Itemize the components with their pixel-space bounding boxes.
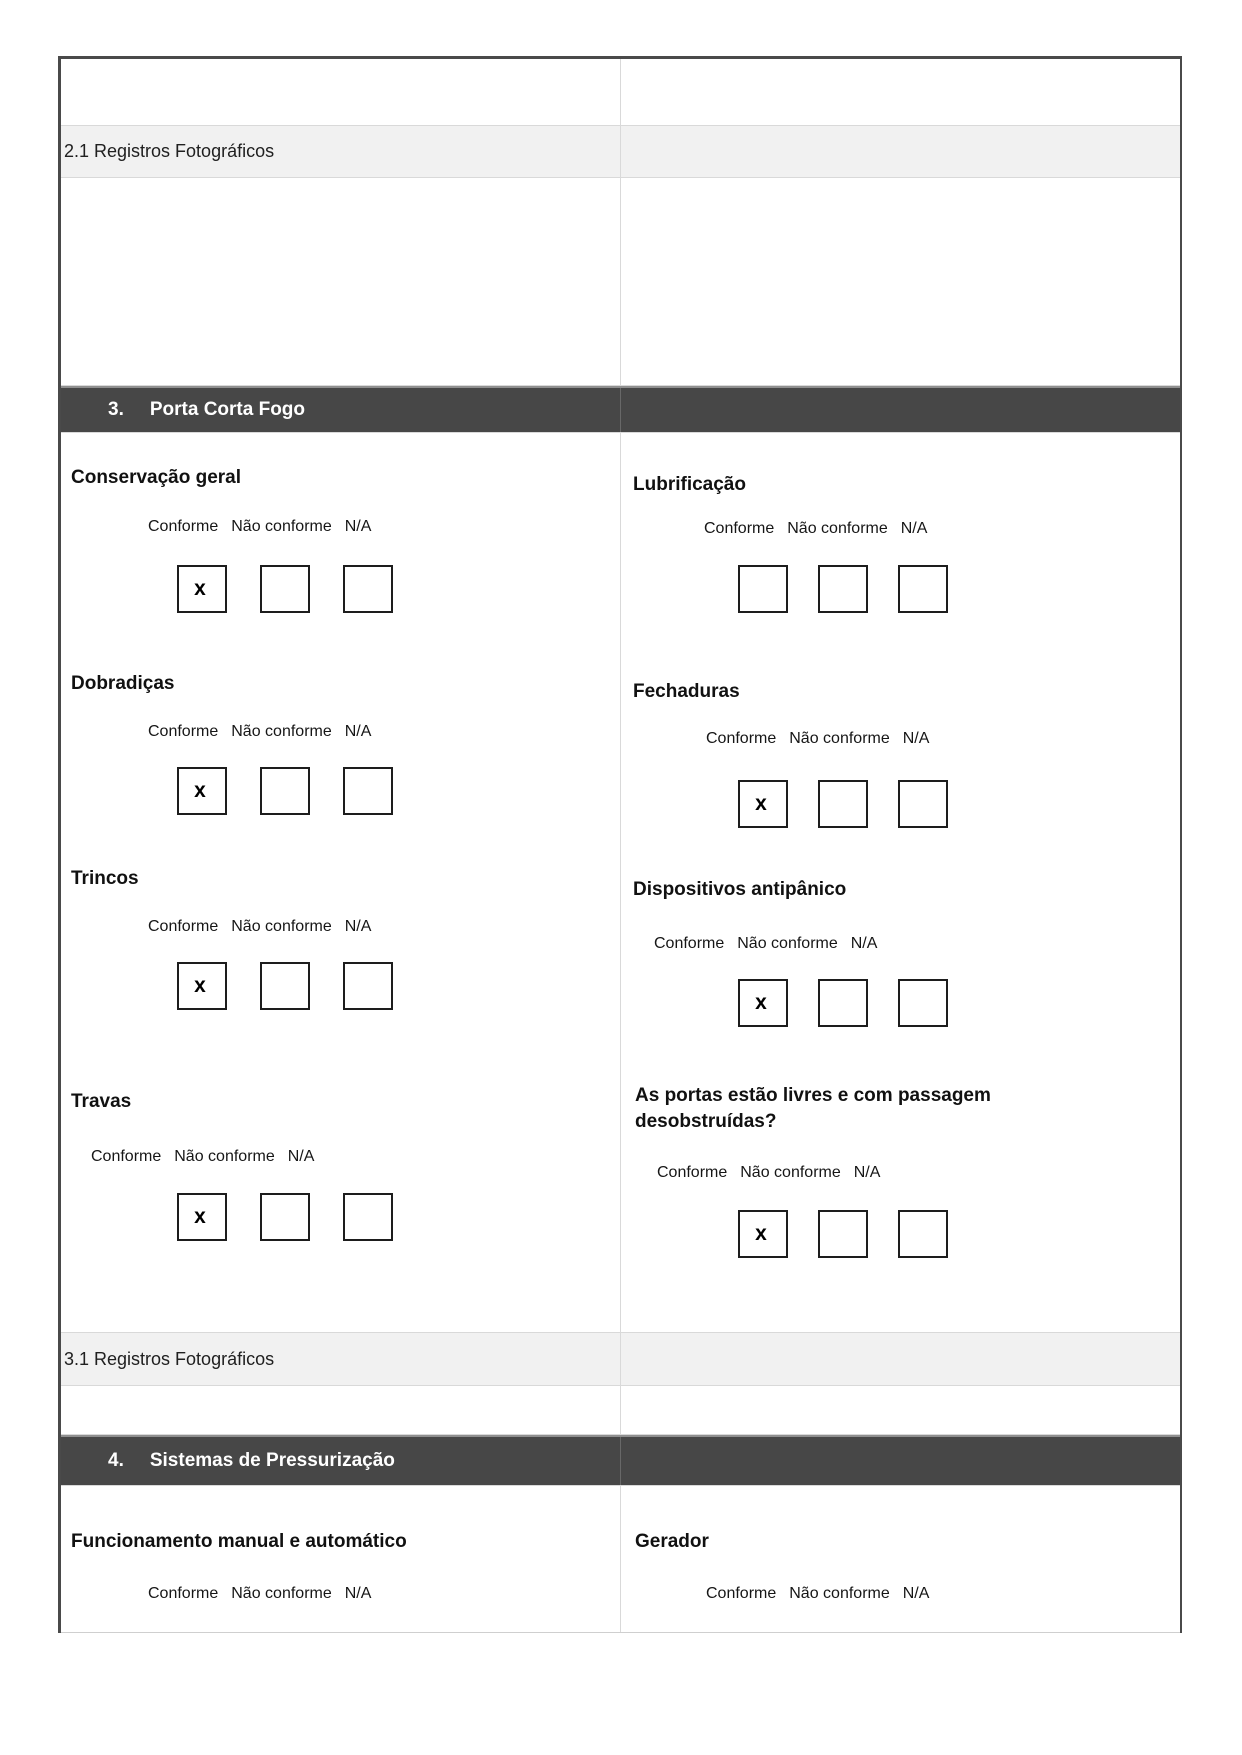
checkbox-n-a-travas[interactable]: [343, 1193, 393, 1241]
subheader-2-1-label: 2.1 Registros Fotográficos: [64, 141, 275, 161]
checkbox-row: [177, 962, 393, 1010]
checkbox-row: [177, 1193, 393, 1241]
option-label-nao-conforme: Não conforme: [740, 1164, 841, 1181]
option-label-nao-conforme: Não conforme: [737, 935, 838, 952]
check-option-labels: [654, 935, 877, 953]
option-label-n-a: N/A: [287, 1148, 315, 1165]
check-item-title-travas: Travas: [71, 1091, 132, 1112]
option-label-conforme: Conforme: [704, 520, 775, 537]
checkbox-nao-conforme-lubrificacao[interactable]: [818, 565, 868, 613]
checkbox-conforme-travas[interactable]: [177, 1193, 227, 1241]
option-label-n-a: N/A: [344, 518, 372, 535]
check-mark: x: [194, 1205, 206, 1228]
option-label-conforme: Conforme: [706, 730, 777, 747]
check-option-labels: [706, 730, 929, 748]
subheader-3-1-registros-fotograficos: [61, 1333, 1180, 1386]
check-option-labels: [706, 1585, 929, 1603]
check-item-title-trincos: Trincos: [71, 868, 139, 889]
option-label-conforme: Conforme: [148, 1585, 219, 1602]
check-option-labels: [704, 520, 927, 538]
check-option-labels: [657, 1164, 880, 1182]
checkbox-conforme-as-portas-estao-livres-e-com-p[interactable]: [738, 1210, 788, 1258]
checkbox-conforme-dispositivos-antipanico[interactable]: [738, 979, 788, 1027]
check-option-labels: [148, 1585, 371, 1603]
checkbox-row: [177, 565, 393, 613]
check-item-title-conservacao-geral: Conservação geral: [71, 467, 242, 488]
option-label-n-a: N/A: [344, 918, 372, 935]
option-label-conforme: Conforme: [657, 1164, 728, 1181]
check-mark: x: [194, 779, 206, 802]
option-label-conforme: Conforme: [148, 918, 219, 935]
option-label-nao-conforme: Não conforme: [787, 520, 888, 537]
check-item-title-as-portas-estao-livres-e-com-passagem-de: As portas estão livres e com passagem desobstruídas?: [635, 1085, 991, 1132]
check-option-labels: [91, 1148, 314, 1166]
checkbox-conforme-fechaduras[interactable]: [738, 780, 788, 828]
check-item-title-dobradicas: Dobradiças: [71, 673, 175, 694]
checkbox-nao-conforme-dispositivos-antipanico[interactable]: [818, 979, 868, 1027]
option-label-nao-conforme: Não conforme: [789, 1585, 890, 1602]
option-label-n-a: N/A: [850, 935, 878, 952]
subheader-3-1-label: 3.1 Registros Fotográficos: [64, 1348, 275, 1369]
checkbox-nao-conforme-travas[interactable]: [260, 1193, 310, 1241]
checkbox-conforme-conservacao-geral[interactable]: [177, 565, 227, 613]
checkbox-nao-conforme-as-portas-estao-livres-e-com-p[interactable]: [818, 1210, 868, 1258]
checkbox-conforme-dobradicas[interactable]: [177, 767, 227, 815]
check-option-labels: [148, 918, 371, 936]
option-label-n-a: N/A: [853, 1164, 881, 1181]
check-mark: x: [755, 991, 767, 1014]
check-mark: x: [755, 792, 767, 815]
check-item-title-gerador: Gerador: [635, 1531, 709, 1552]
check-item-title-funcionamento-manual-e-automatico: Funcionamento manual e automático: [71, 1531, 407, 1552]
checkbox-n-a-as-portas-estao-livres-e-com-p[interactable]: [898, 1210, 948, 1258]
checkbox-row: [738, 1210, 948, 1258]
subheader-2-1-registros-fotograficos: [61, 126, 1180, 178]
check-mark: x: [194, 974, 206, 997]
option-label-nao-conforme: Não conforme: [174, 1148, 275, 1165]
section-3-header-bar: [61, 386, 1180, 433]
option-label-conforme: Conforme: [148, 723, 219, 740]
checkbox-nao-conforme-fechaduras[interactable]: [818, 780, 868, 828]
check-item-title-lubrificacao: Lubrificação: [633, 474, 746, 495]
check-option-labels: [148, 723, 371, 741]
checkbox-conforme-lubrificacao[interactable]: [738, 565, 788, 613]
checkbox-nao-conforme-conservacao-geral[interactable]: [260, 565, 310, 613]
empty-row-middle: [61, 1386, 1180, 1435]
check-mark: x: [194, 577, 206, 600]
option-label-nao-conforme: Não conforme: [231, 518, 332, 535]
option-label-nao-conforme: Não conforme: [789, 730, 890, 747]
option-label-conforme: Conforme: [654, 935, 725, 952]
section-4-title: Sistemas de Pressurização: [149, 1450, 395, 1471]
checkbox-row: [738, 780, 948, 828]
checkbox-nao-conforme-trincos[interactable]: [260, 962, 310, 1010]
checkbox-row: [738, 565, 948, 613]
checkbox-row: [738, 979, 948, 1027]
option-label-n-a: N/A: [902, 1585, 930, 1602]
option-label-nao-conforme: Não conforme: [231, 918, 332, 935]
option-label-nao-conforme: Não conforme: [231, 1585, 332, 1602]
checkbox-n-a-fechaduras[interactable]: [898, 780, 948, 828]
section-4-content: [61, 1486, 1180, 1633]
checkbox-conforme-trincos[interactable]: [177, 962, 227, 1010]
option-label-nao-conforme: Não conforme: [231, 723, 332, 740]
section-4-header-bar: [61, 1435, 1180, 1486]
option-label-n-a: N/A: [344, 723, 372, 740]
checkbox-n-a-trincos[interactable]: [343, 962, 393, 1010]
inspection-table: [58, 56, 1182, 1633]
section-4-number: 4.: [108, 1450, 124, 1471]
option-label-conforme: Conforme: [148, 518, 219, 535]
check-option-labels: [148, 518, 371, 536]
check-item-title-fechaduras: Fechaduras: [633, 681, 740, 702]
checkbox-n-a-dispositivos-antipanico[interactable]: [898, 979, 948, 1027]
checkbox-n-a-lubrificacao[interactable]: [898, 565, 948, 613]
empty-row-top: [61, 59, 1180, 126]
option-label-n-a: N/A: [344, 1585, 372, 1602]
checkbox-n-a-conservacao-geral[interactable]: [343, 565, 393, 613]
photo-area-section-2: [61, 178, 1180, 386]
section-3-number: 3.: [108, 399, 124, 420]
section-3-title: Porta Corta Fogo: [149, 399, 306, 420]
section-3-content: [61, 433, 1180, 1333]
option-label-conforme: Conforme: [706, 1585, 777, 1602]
check-mark: x: [755, 1222, 767, 1245]
checkbox-n-a-dobradicas[interactable]: [343, 767, 393, 815]
checkbox-nao-conforme-dobradicas[interactable]: [260, 767, 310, 815]
option-label-n-a: N/A: [902, 730, 930, 747]
check-item-title-dispositivos-antipanico: Dispositivos antipânico: [633, 879, 847, 900]
checkbox-row: [177, 767, 393, 815]
option-label-conforme: Conforme: [91, 1148, 162, 1165]
option-label-n-a: N/A: [900, 520, 928, 537]
